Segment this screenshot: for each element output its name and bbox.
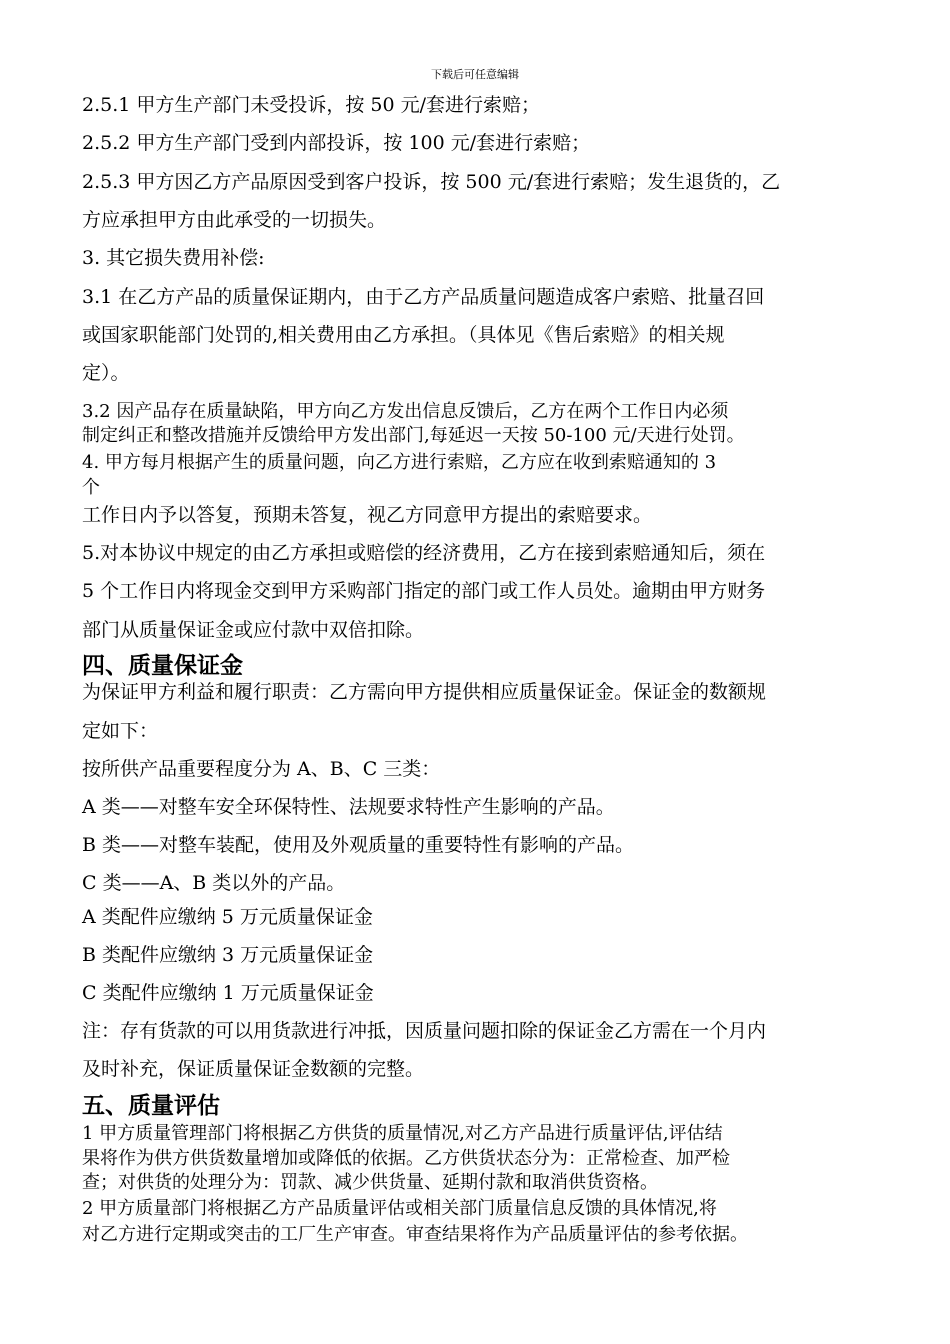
text-line: 2.5.2 甲方生产部门受到内部投诉，按 100 元/套进行索赔； — [82, 132, 591, 154]
text-line: 3. 其它损失费用补偿: — [82, 247, 265, 269]
text-line: B 类——对整车装配，使用及外观质量的重要特性有影响的产品。 — [82, 834, 635, 856]
text-line: 注：存有货款的可以用货款进行冲抵，因质量问题扣除的保证金乙方需在一个月内 — [82, 1020, 767, 1042]
text-line: 定如下： — [82, 720, 159, 742]
text-line: 查；对供货的处理分为：罚款、减少供货量、延期付款和取消供货资格。 — [82, 1172, 658, 1193]
text-line: 及时补充，保证质量保证金数额的完整。 — [82, 1058, 425, 1080]
text-line: 2 甲方质量部门将根据乙方产品质量评估或相关部门质量信息反馈的具体情况,将 — [82, 1198, 717, 1219]
text-line: 方应承担甲方由此承受的一切损失。 — [82, 209, 387, 231]
text-line: 5.对本协议中规定的由乙方承担或赔偿的经济费用，乙方在接到索赔通知后，须在 — [82, 542, 766, 564]
text-line: 2.5.3 甲方因乙方产品原因受到客户投诉，按 500 元/套进行索赔；发生退货的，乙 — [82, 171, 781, 193]
text-line: 对乙方进行定期或突击的工厂生产审查。审查结果将作为产品质量评估的参考依据。 — [82, 1224, 748, 1245]
text-line: A 类——对整车安全环保特性、法规要求特性产生影响的产品。 — [82, 796, 615, 818]
text-line: 个 — [82, 477, 100, 498]
text-line: 4. 甲方每月根据产生的质量问题，向乙方进行索赔，乙方应在收到索赔通知的 3 — [82, 452, 717, 473]
text-line: 或国家职能部门处罚的,相关费用由乙方承担。（具体见《售后索赔》的相关规 — [82, 324, 725, 346]
section-heading: 四、质量保证金 — [82, 653, 243, 679]
text-line: 为保证甲方利益和履行职责：乙方需向甲方提供相应质量保证金。保证金的数额规 — [82, 681, 767, 703]
text-line: C 类配件应缴纳 1 万元质量保证金 — [82, 982, 374, 1004]
section-heading: 五、质量评估 — [82, 1093, 220, 1119]
text-line: 制定纠正和整改措施并反馈给甲方发出部门,每延迟一天按 50-100 元/天进行处罚。 — [82, 425, 745, 446]
text-line: 按所供产品重要程度分为 A、B、C 三类： — [82, 758, 441, 780]
text-line: 定）。 — [82, 362, 130, 384]
text-line: C 类——A、B 类以外的产品。 — [82, 872, 346, 894]
page-header: 下载后可任意编辑 — [431, 68, 519, 81]
text-line: 部门从质量保证金或应付款中双倍扣除。 — [82, 619, 425, 641]
text-line: B 类配件应缴纳 3 万元质量保证金 — [82, 944, 374, 966]
text-line: 工作日内予以答复，预期未答复，视乙方同意甲方提出的索赔要求。 — [82, 504, 653, 526]
text-line: 2.5.1 甲方生产部门未受投诉，按 50 元/套进行索赔； — [82, 94, 541, 116]
text-line: 1 甲方质量管理部门将根据乙方供货的质量情况,对乙方产品进行质量评估,评估结 — [82, 1123, 723, 1144]
text-line: 果将作为供方供货数量增加或降低的依据。乙方供货状态分为：正常检查、加严检 — [82, 1148, 730, 1169]
text-line: A 类配件应缴纳 5 万元质量保证金 — [82, 906, 373, 928]
text-line: 3.2 因产品存在质量缺陷，甲方向乙方发出信息反馈后，乙方在两个工作日内必须 — [82, 401, 729, 422]
text-line: 3.1 在乙方产品的质量保证期内，由于乙方产品质量问题造成客户索赔、批量召回 — [82, 286, 765, 308]
text-line: 5 个工作日内将现金交到甲方采购部门指定的部门或工作人员处。逾期由甲方财务 — [82, 580, 766, 602]
